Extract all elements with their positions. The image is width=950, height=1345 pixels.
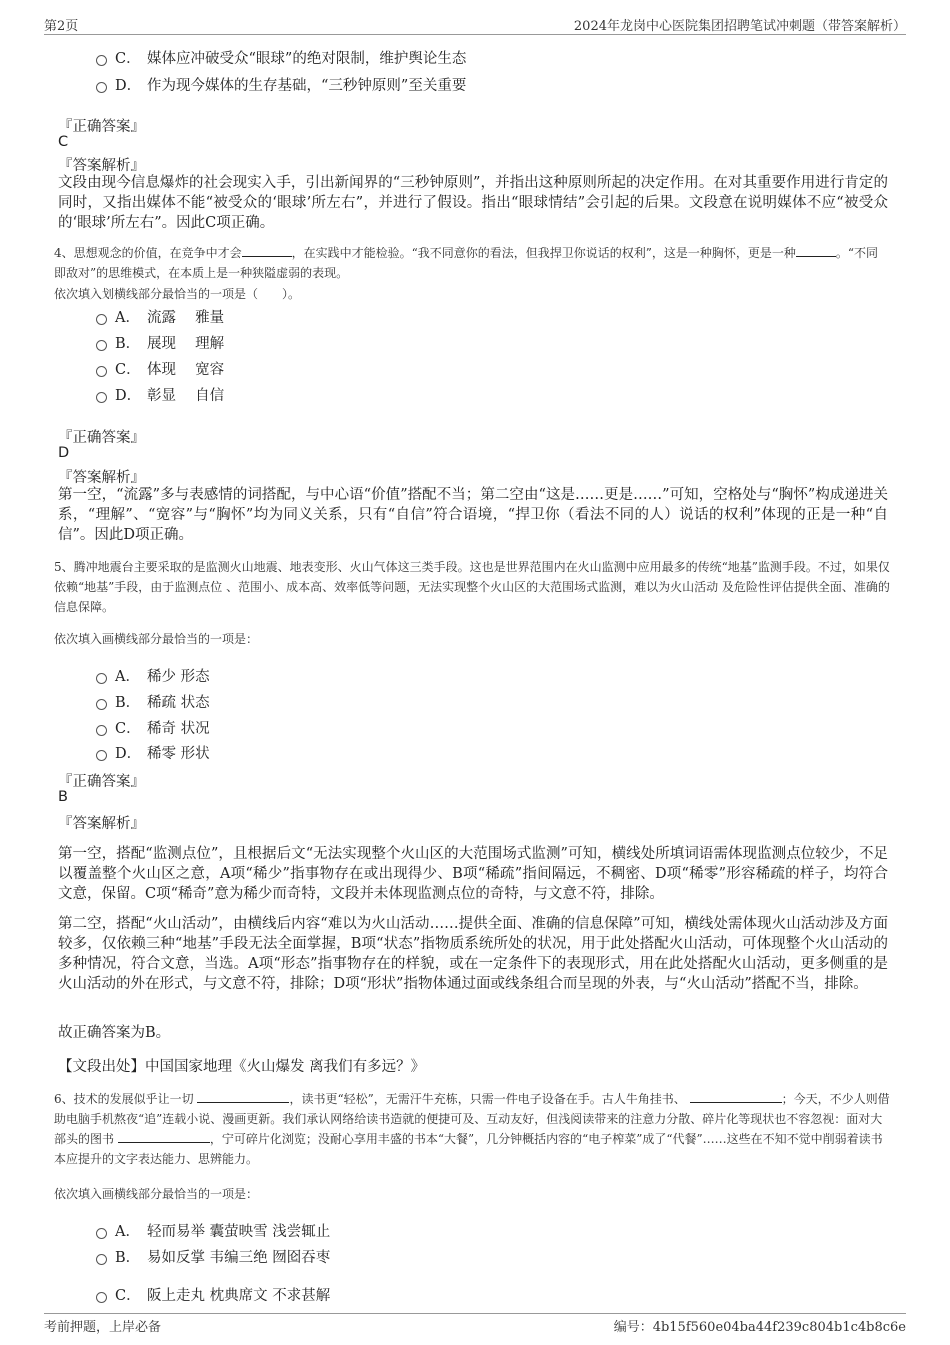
page-header [44, 14, 906, 35]
q4-analysis-label: 『答案解析』 [58, 470, 145, 486]
radio-icon[interactable] [96, 340, 107, 351]
page-footer [44, 1313, 906, 1334]
blank [197, 1090, 289, 1103]
q3-option-d[interactable]: D． 作为现今媒体的生存基础，“三秒钟原则”至关重要 [96, 74, 466, 95]
radio-icon[interactable] [96, 314, 107, 325]
radio-icon[interactable] [96, 699, 107, 710]
page-number: 第2页 [44, 19, 79, 34]
q3-answer: C [58, 134, 69, 150]
q5-option-d[interactable]: D． 稀零 形状 [96, 742, 210, 763]
q5-answer-label: 『正确答案』 [58, 774, 145, 790]
q3-analysis-label: 『答案解析』 [58, 158, 145, 174]
blank [242, 244, 292, 257]
radio-icon[interactable] [96, 82, 107, 93]
q4-option-b[interactable]: B． 展现 理解 [96, 332, 224, 353]
radio-icon[interactable] [96, 392, 107, 403]
q5-source: 【文段出处】中国国家地理《火山爆发 离我们有多远？》 [58, 1059, 426, 1075]
q3-option-c[interactable]: C． 媒体应冲破受众“眼球”的绝对限制，维护舆论生态 [96, 47, 466, 68]
q5-analysis-label: 『答案解析』 [58, 816, 145, 832]
q5-option-b[interactable]: B． 稀疏 状态 [96, 691, 210, 712]
q4-answer: D [58, 445, 70, 461]
q6-stem: 6、技术的发展似乎让一切 ，读书更“轻松”，无需汗牛充栋，只需一件电子设备在手。古人牛角挂书、 ；今天，不少人则借助电脑手机熬夜“追”连载小说、漫画更新。我们承认网络给读书造就的便捷可及、互动友好，但浅阅读带来的注意力分散、碎片化等现状也不容忽视：面对大部头的图书 ，宁可碎片化浏览；没耐心享用丰盛的书本“大餐”，几分钟概括内容的“电子榨菜”成了“代餐”……这些在不知不觉中削弱着读书本应提升的文字表达能力、思辨能力。 [54, 1092, 890, 1166]
radio-icon[interactable] [96, 725, 107, 736]
document-id: 编号：4b15f560e04ba44f239c804b1c4b8c6e [613, 1320, 906, 1335]
radio-icon[interactable] [96, 1228, 107, 1239]
radio-icon[interactable] [96, 750, 107, 761]
blank [690, 1090, 782, 1103]
q4-stem: 4、思想观念的价值，在竞争中才会 ，在实践中才能检验。“我不同意你的看法，但我捍卫你说话的权利”，这是一种胸怀，更是一种 。“不同即敌对”的思维模式，在本质上是一种狭隘虚弱的表现。 [54, 246, 879, 280]
q5-prompt: 依次填入画横线部分最恰当的一项是： [54, 632, 259, 646]
q4-option-c[interactable]: C． 体现 宽容 [96, 358, 224, 379]
radio-icon[interactable] [96, 1292, 107, 1303]
radio-icon[interactable] [96, 366, 107, 377]
q5-analysis-1: 第一空，搭配“监测点位”，且根据后文“无法实现整个火山区的大范围场式监测”可知，横线处所填词语需体现监测点位较少，不足以覆盖整个火山区之意，A项“稀少”指事物存在或出现得少、B项“稀疏”指间隔远，不稠密、D项“稀零”形容稀疏的样子，均符合文意，保留。C项“稀奇”意为稀少而奇特，文段并未体现监测点位的奇特，与文意不符，排除。 [58, 846, 888, 902]
radio-icon[interactable] [96, 1254, 107, 1265]
q4-option-d[interactable]: D． 彰显 自信 [96, 384, 224, 405]
q5-option-c[interactable]: C． 稀奇 状况 [96, 717, 210, 738]
q4-analysis: 第一空，“流露”多与表感情的词搭配，与中心语“价值”搭配不当；第二空由“这是……更是……”可知，空格处与“胸怀”构成递进关系，“理解”、“宽容”与“胸怀”均为同义关系，只有“自信”符合语境，“捍卫你（看法不同的人）说话的权利”体现的正是一种“自信”。因此D项正确。 [58, 487, 888, 543]
blank [118, 1130, 210, 1143]
document-title: 2024年龙岗中心医院集团招聘笔试冲刺题（带答案解析） [573, 19, 906, 34]
q3-analysis: 文段由现今信息爆炸的社会现实入手，引出新闻界的“三秒钟原则”，并指出这种原则所起的决定作用。在对其重要作用进行肯定的同时，又指出媒体不能“被受众的‘眼球’所左右”，并进行了假设。指出“眼球情结”会引起的后果。文段意在说明媒体不应“被受众的‘眼球’所左右”。因此C项正确。 [58, 175, 888, 231]
q6-option-a[interactable]: A． 轻而易举 囊萤映雪 浅尝辄止 [96, 1220, 330, 1241]
q4-option-a[interactable]: A． 流露 雅量 [96, 306, 224, 327]
q4-answer-label: 『正确答案』 [58, 430, 145, 446]
q5-analysis-2: 第二空，搭配“火山活动”，由横线后内容“难以为火山活动……提供全面、准确的信息保障”可知，横线处需体现火山活动涉及方面较多，仅依赖三种“地基”手段无法全面掌握，B项“状态”指物质系统所处的状况，用于此处搭配火山活动，可体现整个火山活动的多种情况，符合文意，当选。A项“形态”指事物存在的样貌，或在一定条件下的表现形式，用在此处搭配火山活动，更多侧重的是火山活动的外在形式，与文意不符，排除；D项“形状”指物体通过面或线条组合而呈现的外表，与“火山活动”搭配不当，排除。 [58, 916, 888, 992]
q6-option-b[interactable]: B． 易如反掌 韦编三绝 囫囵吞枣 [96, 1246, 330, 1267]
q5-answer: B [58, 789, 68, 805]
q4-prompt: 依次填入划横线部分最恰当的一项是（ ）。 [54, 287, 301, 301]
footer-slogan: 考前押题，上岸必备 [44, 1320, 162, 1335]
radio-icon[interactable] [96, 55, 107, 66]
q5-stem: 5、腾冲地震台主要采取的是监测火山地震、地表变形、火山气体这三类手段。这也是世界范围内在火山监测中应用最多的传统“地基”监测手段。不过，如果仅依赖“地基”手段，由于监测点位 、范围小、成本高、效率低等问题，无法实现整个火山区的大范围场式监测，难以为火山活动 及危险性评估提供全面、准确的信息保障。 [54, 560, 890, 614]
q6-prompt: 依次填入画横线部分最恰当的一项是： [54, 1187, 259, 1201]
q5-option-a[interactable]: A． 稀少 形态 [96, 665, 210, 686]
radio-icon[interactable] [96, 673, 107, 684]
q6-option-c[interactable]: C． 阪上走丸 枕典席文 不求甚解 [96, 1284, 330, 1305]
q5-conclusion: 故正确答案为B。 [58, 1025, 171, 1041]
q3-answer-label: 『正确答案』 [58, 119, 145, 135]
blank [796, 244, 836, 257]
